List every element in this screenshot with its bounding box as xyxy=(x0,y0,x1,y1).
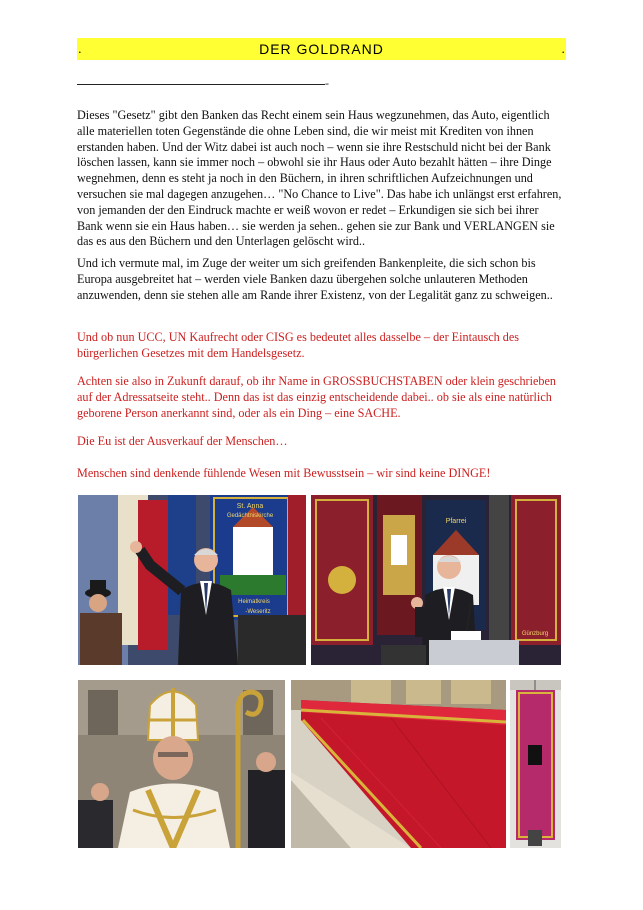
photo-bishop xyxy=(78,680,285,848)
paragraph-5 xyxy=(77,434,565,450)
paragraph-5-text: Die Eu ist der Ausverkauf der Menschen… xyxy=(77,434,288,448)
horizontal-rule xyxy=(77,84,325,85)
photo2-banner-text-2: Günzburg xyxy=(521,631,549,637)
photo1-banner-text-1: St. Anna xyxy=(236,503,264,510)
paragraph-1 xyxy=(77,108,565,250)
photo1-banner-text-4: -Weseritz xyxy=(245,609,271,615)
photo-politician-waving xyxy=(78,495,306,665)
photo1-banner-text-3: Heimatkreis xyxy=(238,599,270,605)
paragraph-4-text: Achten sie also in Zukunft darauf, ob ihr Name in GROSSBUCHSTABEN oder klein geschrieben auf der Adressatseite steht.. Denn das ist das einzig entscheidende dabei.. ob sie als eine natürlich geborene Person anerkannt sind, oder als ein Ding – eine SACHE. xyxy=(77,374,556,420)
paragraph-6 xyxy=(77,466,565,482)
photo-altar-red-cloth xyxy=(291,680,506,848)
rule-end-mark: - xyxy=(325,76,329,90)
paragraph-4 xyxy=(77,374,565,421)
paragraph-3 xyxy=(77,330,565,362)
paragraph-3-text: Und ob nun UCC, UN Kaufrecht oder CISG es bedeutet alles dasselbe – der Eintausch des bürgerlichen Gesetzes mit dem Handelsgesetz. xyxy=(77,330,520,360)
paragraph-1-text: Dieses "Gesetz" gibt den Banken das Recht einem sein Haus wegzunehmen, das Auto, eigentlich alle materiellen toten Gegenstände die ohne Leben sind, die wir meist mit Krediten von ihnen erstanden haben. Und der Witz dabei ist auch noch – wenn sie ihre Restschuld nicht bei der Bank löschen lassen, kann sie immer noch – obwohl sie ihr Haus oder Auto bezahlt hätten – ihre Dinge wegnehmen, denn es steht ja noch in den Büchern, in ihren schriftlichen Aufzeichnungen und versuchen sie mal dagegen anzugehen… "No Chance to Live". Das habe ich unlängst erst erfahren, von jemanden der den Eindruck machte er weiß wovon er redet – Erkundigen sie sich bei ihrer Bank wenn sie ein Haus haben… sie werden ja sehen.. gehen sie zur Bank und VERLANGEN sie das es aus den Büchern und den Unterlagen gelöscht wird.. xyxy=(77,108,562,249)
page-title: DER GOLDRAND xyxy=(259,41,384,57)
paragraph-2-text: Und ich vermute mal, im Zuge der weiter um sich greifenden Bankenpleite, die sich schon bis Europa ausgebreitet hat – werden viele Banken dazu übergehen solche unlauteren Methoden anzuwenden, denn sie stehen alle am Rande ihrer Existenz, von der Legalität ganz zu schweigen.. xyxy=(77,256,553,302)
photo1-banner-text-2: Gedächtniskirche xyxy=(226,513,274,519)
banner-right-mark: . xyxy=(561,41,565,56)
photo2-banner-text-1: Pfarrei xyxy=(445,518,467,525)
title-banner xyxy=(77,38,566,60)
photo-red-banner xyxy=(510,680,561,848)
paragraph-6-text: Menschen sind denkende fühlende Wesen mit Bewusstsein – wir sind keine DINGE! xyxy=(77,466,491,480)
photo-politician-podium xyxy=(311,495,561,665)
banner-left-mark: . xyxy=(78,41,82,56)
paragraph-2 xyxy=(77,256,565,303)
